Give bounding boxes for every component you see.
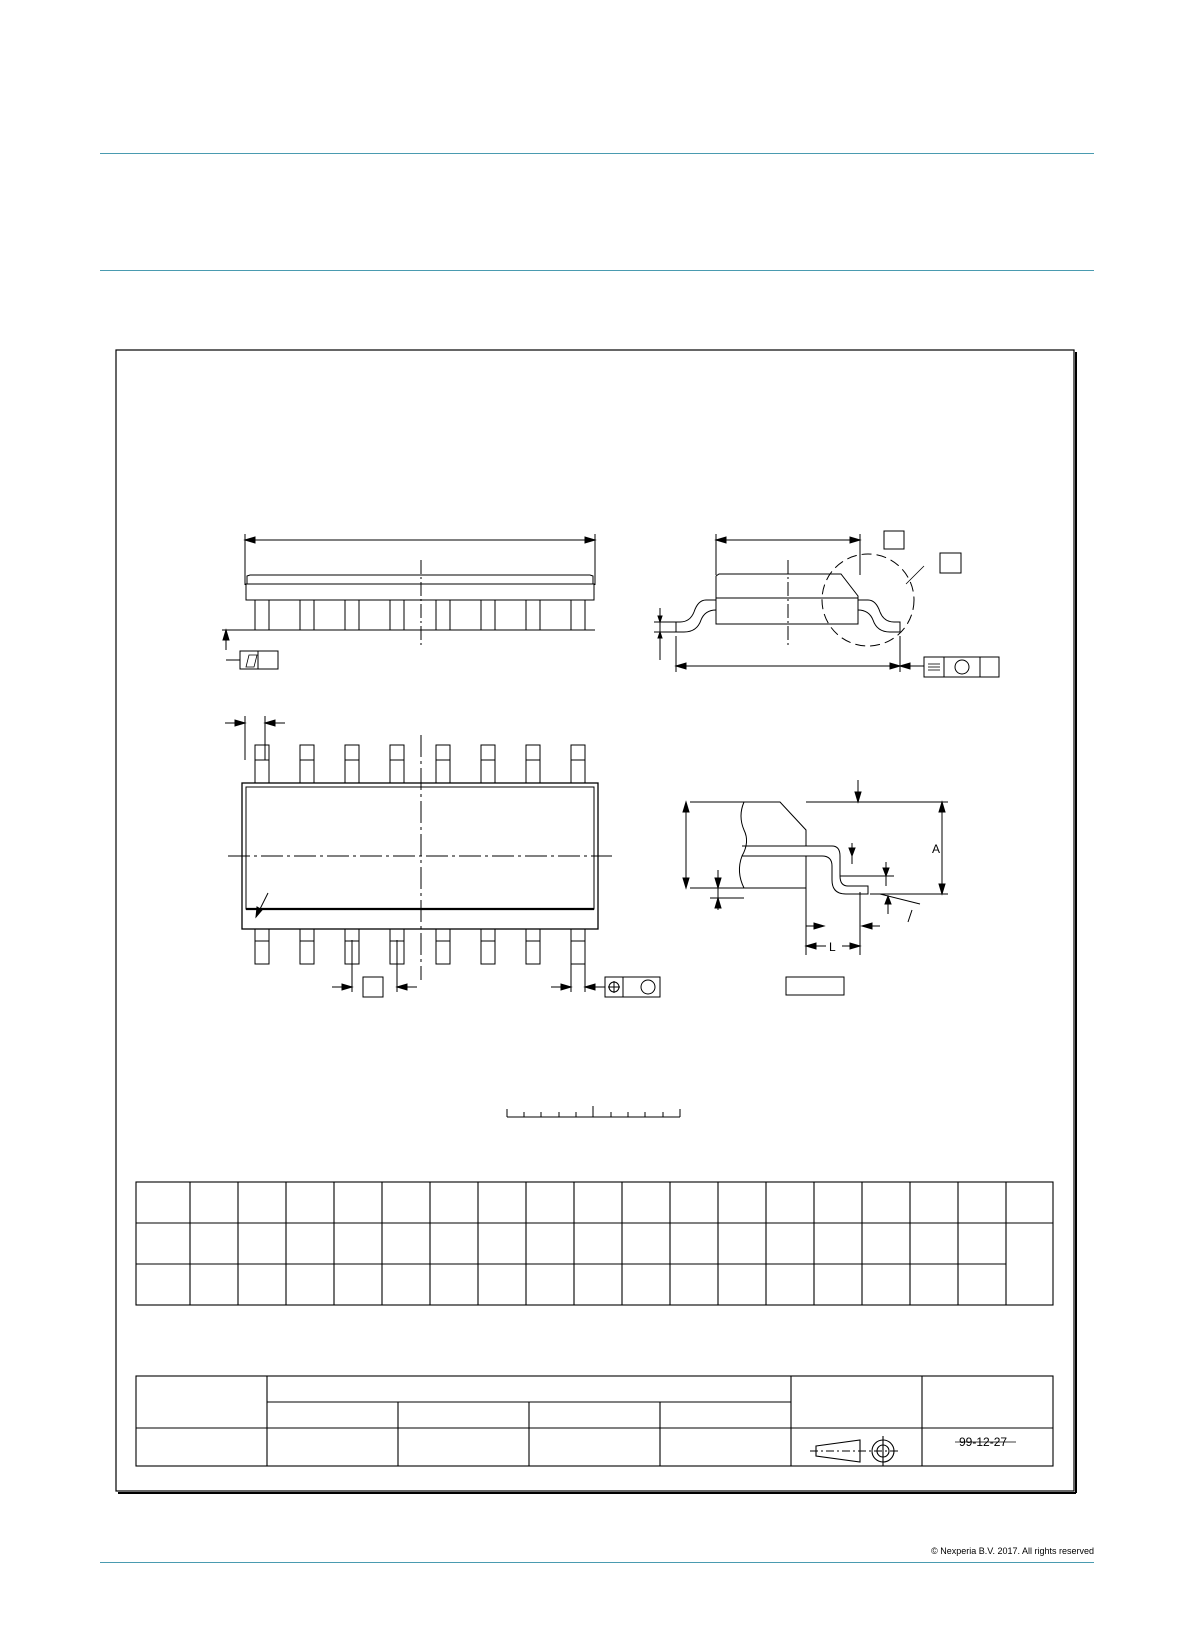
dim-label-a: A [932, 842, 941, 856]
side-view-leads [255, 600, 585, 630]
copyright-notice: © Nexperia B.V. 2017. All rights reserved [931, 1546, 1094, 1556]
projection-symbol-icon [810, 1436, 900, 1466]
scale-bar [507, 1106, 680, 1117]
dim-label-l: L [829, 940, 836, 954]
outline-version-table [136, 1376, 1053, 1466]
side-view [222, 534, 595, 669]
detail-x [683, 780, 948, 995]
top-view [225, 716, 660, 997]
end-view [654, 531, 999, 677]
drawing-frame [116, 350, 1074, 1491]
revision-date: 99-12-27 [959, 1435, 1008, 1449]
dimensions-table [136, 1182, 1053, 1305]
